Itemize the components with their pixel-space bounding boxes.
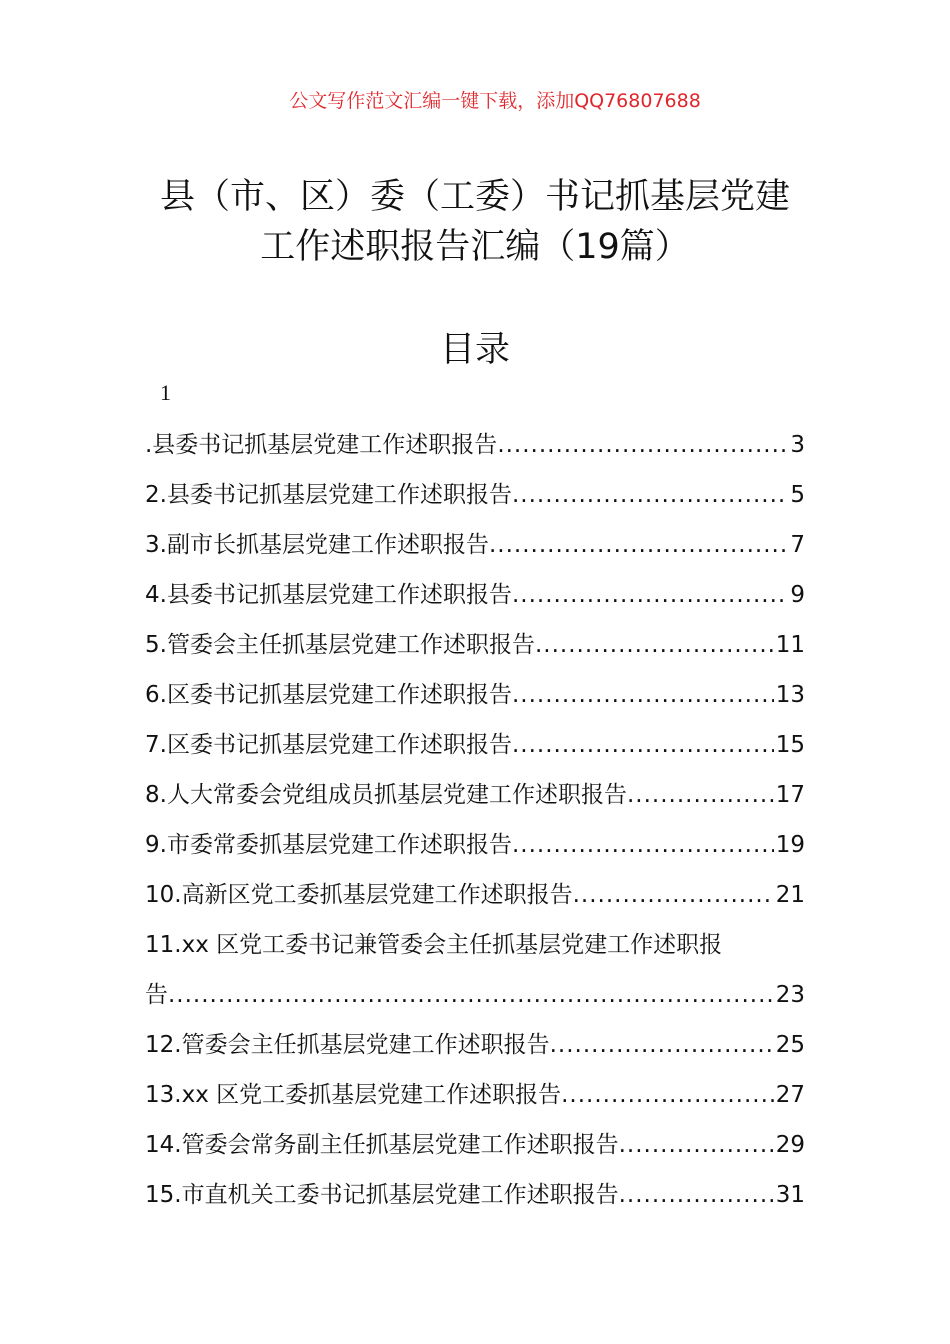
dot-leader [619,1120,774,1170]
download-banner: 公文写作范文汇编一键下载，添加QQ76807688 [289,90,701,112]
dot-leader [489,520,788,570]
dot-leader [619,1170,774,1220]
dot-leader [550,1020,774,1070]
dot-leader [627,770,774,820]
toc-page-number: 29 [775,1132,805,1158]
toc-entry[interactable] [145,770,805,820]
toc-entry-title: 12.管委会主任抓基层党建工作述职报告 [145,1032,550,1058]
toc-entry-title: 13.xx 区党工委抓基层党建工作述职报告 [145,1082,562,1108]
dot-leader [512,470,788,520]
toc-entry[interactable] [145,720,805,770]
toc-entry[interactable] [145,1070,805,1120]
dot-leader [535,620,774,670]
toc-entry-title: 14.管委会常务副主任抓基层党建工作述职报告 [145,1132,619,1158]
toc-page-number: 15 [775,732,805,758]
toc-entry-title: 10.高新区党工委抓基层党建工作述职报告 [145,882,573,908]
dot-leader [512,820,774,870]
toc-page-number: 31 [775,1182,805,1208]
toc-page-number: 21 [775,882,805,908]
toc-entry-title: 11.xx 区党工委书记兼管委会主任抓基层党建工作述职报 [145,932,723,958]
dot-leader [168,970,774,1020]
toc-entry-title: .县委书记抓基层党建工作述职报告 [145,432,498,458]
toc-entry-title: 3.副市长抓基层党建工作述职报告 [145,532,489,558]
toc-entry-title: 4.县委书记抓基层党建工作述职报告 [145,582,512,608]
title-line-2: 工作述职报告汇编（19篇） [260,227,690,267]
toc-entry[interactable] [145,1170,805,1220]
toc-entry-title: 7.区委书记抓基层党建工作述职报告 [145,732,512,758]
table-of-contents [145,420,805,1220]
toc-page-number: 27 [775,1082,805,1108]
dot-leader [512,670,774,720]
toc-entry-title: 2.县委书记抓基层党建工作述职报告 [145,482,512,508]
toc-entry[interactable] [145,470,805,520]
toc-page-number: 13 [775,682,805,708]
dot-leader [561,1070,774,1120]
toc-entry[interactable] [145,1020,805,1070]
toc-page-number: 17 [775,782,805,808]
toc-entry[interactable] [145,420,805,470]
toc-page-number: 7 [790,532,805,558]
toc-entry[interactable] [145,870,805,920]
toc-page-number: 9 [790,582,805,608]
toc-page-number: 25 [775,1032,805,1058]
dot-leader [512,720,774,770]
dot-leader [497,420,788,470]
toc-page-number: 23 [775,982,805,1008]
toc-page-number: 19 [775,832,805,858]
toc-entry-title: 15.市直机关工委书记抓基层党建工作述职报告 [145,1182,619,1208]
stray-number: 1 [160,380,171,405]
toc-entry[interactable] [145,670,805,720]
toc-entry-continuation[interactable] [145,970,805,1020]
toc-entry[interactable] [145,620,805,670]
toc-entry[interactable] [145,570,805,620]
title-line-1: 县（市、区）委（工委）书记抓基层党建 [159,177,790,217]
toc-entry[interactable] [145,920,805,970]
document-title [0,172,950,272]
toc-page-number: 11 [775,632,805,658]
toc-entry[interactable] [145,520,805,570]
toc-page-number: 3 [790,432,805,458]
toc-heading: 目录 [439,330,510,370]
toc-entry-title: 8.人大常委会党组成员抓基层党建工作述职报告 [145,782,627,808]
toc-entry-title: 9.市委常委抓基层党建工作述职报告 [145,832,512,858]
dot-leader [573,870,774,920]
toc-page-number: 5 [790,482,805,508]
toc-entry-title: 6.区委书记抓基层党建工作述职报告 [145,682,512,708]
toc-entry-title: 告 [145,982,168,1008]
toc-entry[interactable] [145,820,805,870]
toc-entry[interactable] [145,1120,805,1170]
dot-leader [512,570,788,620]
toc-entry-title: 5.管委会主任抓基层党建工作述职报告 [145,632,535,658]
